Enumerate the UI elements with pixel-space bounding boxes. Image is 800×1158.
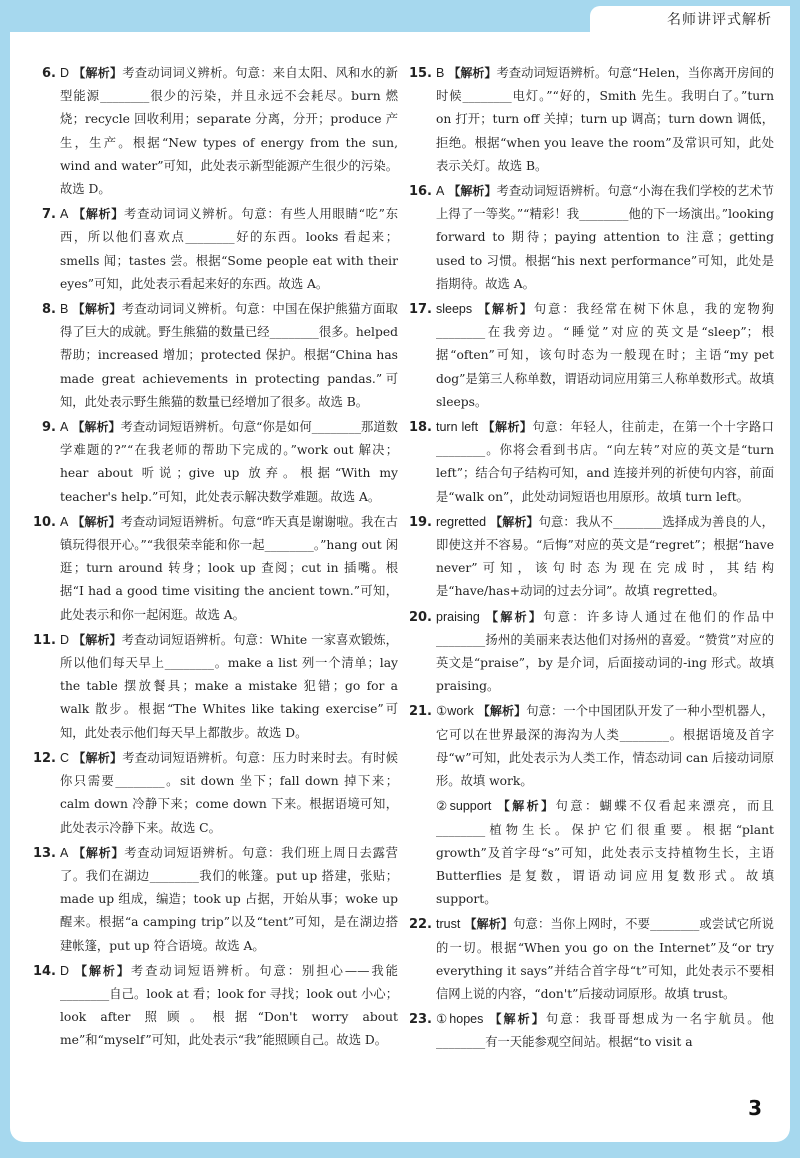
right-column [408, 62, 774, 1057]
answer-item-23: 23. ①hopes 【解析】句意：我哥哥想成为一名宇航员。他________有一天能参观空间站。根据“to visit a [408, 1012, 774, 1050]
answer-item-13: 13. A 【解析】考查动词短语辨析。句意：我们班上周日去露营了。我们在湖边________我们的帐篷。put up 搭建，张贴；made up 组成，编造；took up 占据，开始从事；woke up 醒来。根据“a camping trip”以及“tent”可知，是在湖边搭建帐篷，put up 符合语境。故选 A。 [32, 845, 398, 953]
answer-item-8: 8. B 【解析】考查动词词义辨析。句意：中国在保护熊猫方面取得了巨大的成就。野生熊猫的数量已经________很多。helped 帮助；increased 增加；protected 保护。根据“China has made great achievements in protecting pandas.”可知，此处表示野生熊猫的数量已经增加了很多。故选 B。 [42, 302, 398, 409]
answer-item-22: 22. trust 【解析】句意：当你上网时，不要________或尝试它所说的一切。根据“When you go on the Internet”及“or try everything it says”并结合首字母“t”可知，此处表示不要相信网上说的内容，“don't”后接动词原形。故填 trust。 [408, 917, 774, 1001]
answer-item-9: 9. A 【解析】考查动词短语辨析。句意“你是如何________那道数学难题的?”“在我老师的帮助下完成的。”work out 解决；hear about 听说；give up 放弃。根据“With my teacher's help.”可知，此处表示解决数学难题。故选 A。 [42, 420, 398, 504]
left-column [32, 62, 398, 1055]
answer-item-12: 12. C 【解析】考查动词短语辨析。句意：压力时来时去。有时候你只需要________。sit down 坐下；fall down 掉下来；calm down 冷静下来；come down 下来。根据语境可知，此处表示冷静下来。故选 C。 [32, 750, 398, 835]
answer-item-20: 20. praising 【解析】句意：许多诗人通过在他们的作品中________扬州的美丽来表达他们对扬州的喜爱。“赞赏”对应的英文是“praise”，by 是介词，后面接动词的-ing 形式。故填 praising。 [408, 609, 774, 694]
section-tab [590, 6, 790, 32]
answer-item-11: 11. D 【解析】考查动词短语辨析。句意：White 一家喜欢锻炼，所以他们每天早上________。make a list 列一个清单；lay the table 摆放餐具；make a mistake 犯错；go for a walk 散步。根据“The Whites like taking exercise”可知，此处表示他们每天早上都散步。故选 D。 [32, 632, 398, 740]
section-title: 名师讲评式解析 [667, 12, 772, 28]
answer-item-10: 10. A 【解析】考查动词短语辨析。句意“昨天真是谢谢啦。我在古镇玩得很开心。”“我很荣幸能和你一起________。”hang out 闲逛；turn around 转身；look up 查阅；cut in 插嘴。根据“I had a good time visiting the ancient town.”可知，此处表示和你一起闲逛。故选 A。 [32, 514, 398, 622]
answer-item-14: 14. D 【解析】考查动词短语辨析。句意：别担心——我能________自己。look at 看；look for 寻找；look out 小心；look after 照顾。根据“Don't worry about me”和“myself”可知，此处表示“我”能照顾自己。故选 D。 [32, 963, 398, 1048]
answer-item-19: 19. regretted 【解析】句意：我从不________选择成为善良的人，即使这并不容易。“后悔”对应的英文是“regret”；根据“have never”可知，该句时态为现在完成时，其结构是“have/has+动词的过去分词”。故填 regretted。 [408, 514, 774, 599]
answer-item-7: 7. A 【解析】考查动词词义辨析。句意：有些人用眼睛“吃”东西，所以他们喜欢点________好的东西。looks 看起来；smells 闻；tastes 尝。根据“Some people eat with their eyes”可知，此处表示看起来好的东西。故选 A。 [42, 207, 398, 291]
answer-page [10, 32, 790, 1142]
answer-item-6: 6. D 【解析】考查动词词义辨析。句意：来自太阳、风和水的新型能源________很少的污染，并且永远不会耗尽。burn 燃烧；recycle 回收利用；separate 分离，分开；produce 产生，生产。根据“New types of energy from the sun, wind and water”可知，此处表示新型能源产生很少的污染。故选 D。 [42, 66, 398, 197]
answer-item-17: 17. sleeps 【解析】句意：我经常在树下休息，我的宠物狗________在我旁边。“睡觉”对应的英文是“sleep”；根据“often”可知，该句时态为一般现在时；主语“my pet dog”是第三人称单数，谓语动词应用第三人称单数形式。故填 sleeps。 [408, 302, 774, 409]
answer-item-18: 18. turn left 【解析】句意：年轻人，往前走，在第一个十字路口________。你将会看到书店。“向左转”对应的英文是“turn left”；结合句子结构可知，and 连接并列的祈使句内容，前面是“walk on”，此处动词短语也用原形。故填 turn left。 [408, 420, 774, 504]
answer-item-16: 16. A 【解析】考查动词短语辨析。句意“小海在我们学校的艺术节上得了一等奖。”“精彩！我________他的下一场演出。”looking forward to 期待；paying attention to 注意；getting used to 习惯。根据“his next performance”可知，此处是指期待。故选 A。 [408, 184, 774, 291]
answer-item-21: 21. ①work 【解析】句意：一个中国团队开发了一种小型机器人，它可以在世界最深的海沟为人类________。根据语境及首字母“w”可知，此处表示为人类工作，情态动词 can 后接动词原形。故填 work。 [408, 704, 774, 789]
page-number: 3 [748, 1096, 762, 1120]
answer-item-21-2: ②support 【解析】句意：蝴蝶不仅看起来漂亮，而且________植物生长。保护它们很重要。根据“plant growth”及首字母“s”可知，此处表示支持植物生长，主语 Butterflies 是复数，谓语动词应用复数形式。故填 support。 [436, 799, 774, 907]
answer-item-15: 15. B 【解析】考查动词短语辨析。句意“Helen，当你离开房间的时候________电灯。”“好的，Smith 先生。我明白了。”turn on 打开；turn off 关掉；turn up 调高；turn down 调低，拒绝。根据“when you leave the room”及常识可知，此处表示关灯。故选 B。 [408, 66, 774, 173]
